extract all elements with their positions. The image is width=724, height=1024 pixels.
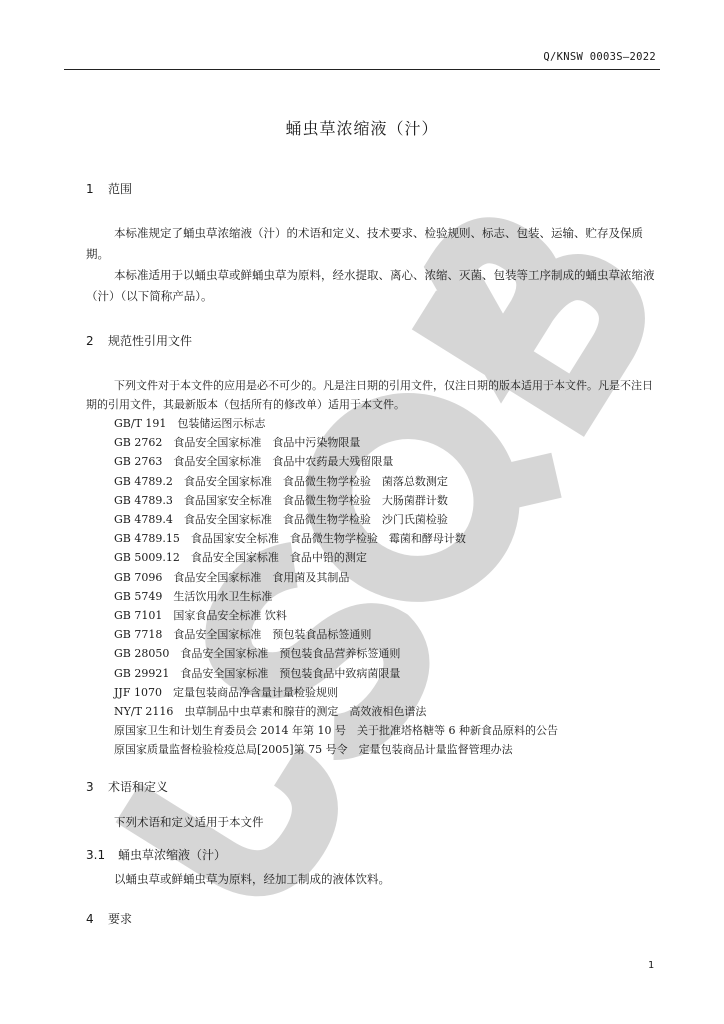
reference-item: NY/T 2116 虫草制品中虫草素和腺苷的测定 高效液相色谱法 — [114, 705, 427, 719]
reference-list — [114, 414, 558, 760]
scope-text — [86, 223, 657, 307]
reference-item: GB 5009.12 食品安全国家标准 食品中铅的测定 — [114, 551, 367, 565]
document-title: 蛹虫草浓缩液（汁） — [285, 119, 439, 138]
section-title: 要求 — [108, 912, 133, 926]
reference-item: 原国家卫生和计划生育委员会 2014 年第 10 号 关于批准塔格糖等 6 种新食品原料的公告 — [114, 724, 558, 738]
section-3-1-heading — [86, 846, 226, 863]
normative-intro — [86, 376, 657, 414]
reference-item: GB 29921 食品安全国家标准 预包装食品中致病菌限量 — [114, 666, 401, 680]
definition-3-1: 以蛹虫草或鲜蛹虫草为原料，经加工制成的液体饮料。 — [114, 872, 390, 886]
reference-item: GB 5749 生活饮用水卫生标准 — [114, 589, 273, 603]
section-number: 1 — [86, 182, 94, 196]
reference-item: GB 4789.15 食品国家安全标准 食品微生物学检验 霉菌和酵母计数 — [114, 532, 466, 546]
section-number: 3 — [86, 780, 94, 794]
section-number: 2 — [86, 334, 94, 348]
reference-item: GB 4789.3 食品国家安全标准 食品微生物学检验 大肠菌群计数 — [114, 493, 448, 507]
reference-item: GB 4789.4 食品安全国家标准 食品微生物学检验 沙门氏菌检验 — [114, 513, 448, 527]
terms-intro: 下列术语和定义适用于本文件 — [114, 815, 264, 829]
scope-paragraph-2: 本标准适用于以蛹虫草或鲜蛹虫草为原料，经水提取、离心、浓缩、灭菌、包装等工序制成的蛹虫草浓缩液（汁）（以下简称产品）。 — [86, 268, 655, 303]
section-2-heading — [86, 332, 192, 349]
normative-intro-text: 下列文件对于本文件的应用是必不可少的。凡是注日期的引用文件，仅注日期的版本适用于本文件。凡是不注日期的引用文件，其最新版本（包括所有的修改单）适用于本文件。 — [86, 379, 653, 411]
section-number: 4 — [86, 912, 94, 926]
section-title: 范围 — [108, 182, 133, 196]
section-1-heading — [86, 180, 132, 197]
reference-item: GB 2763 食品安全国家标准 食品中农药最大残留限量 — [114, 455, 394, 469]
standard-code: Q/KNSW 0003S—2022 — [543, 51, 656, 63]
scope-paragraph-1: 本标准规定了蛹虫草浓缩液（汁）的术语和定义、技术要求、检验规则、标志、包装、运输、贮存及保质期。 — [86, 226, 643, 261]
section-title: 蛹虫草浓缩液（汁） — [118, 848, 227, 862]
reference-item: GB 7101 国家食品安全标准 饮料 — [114, 609, 287, 623]
section-title: 术语和定义 — [108, 780, 169, 794]
reference-item: 原国家质量监督检验检疫总局[2005]第 75 号令 定量包装商品计量监督管理办法 — [114, 743, 513, 757]
section-number: 3.1 — [86, 848, 106, 862]
page-number: 1 — [647, 960, 654, 971]
header-rule — [64, 69, 660, 70]
section-4-heading — [86, 910, 132, 927]
reference-item: GB 28050 食品安全国家标准 预包装食品营养标签通则 — [114, 647, 401, 661]
section-title: 规范性引用文件 — [108, 334, 193, 348]
reference-item: GB 2762 食品安全国家标准 食品中污染物限量 — [114, 436, 361, 450]
reference-item: GB 4789.2 食品安全国家标准 食品微生物学检验 菌落总数测定 — [114, 474, 448, 488]
reference-item: GB/T 191 包装储运图示标志 — [114, 417, 266, 430]
reference-item: GB 7096 食品安全国家标准 食用菌及其制品 — [114, 570, 350, 584]
reference-item: JJF 1070 定量包装商品净含量计量检验规则 — [114, 685, 338, 699]
reference-item: GB 7718 食品安全国家标准 预包装食品标签通则 — [114, 628, 372, 642]
section-3-heading — [86, 778, 168, 795]
